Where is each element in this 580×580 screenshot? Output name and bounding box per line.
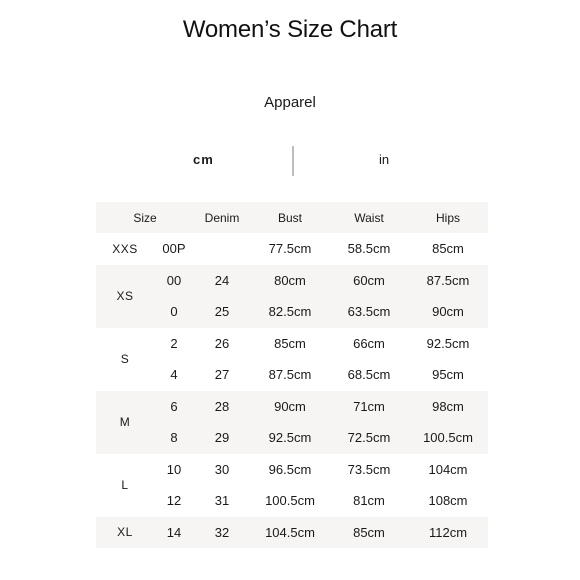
denim-size	[194, 233, 250, 265]
table-row	[96, 391, 488, 423]
table-row	[96, 359, 488, 391]
bust-value: 82.5cm	[268, 304, 312, 320]
waist-value: 73.5cm	[347, 461, 391, 477]
bust-value: 77.5cm	[268, 241, 312, 257]
bust-value: 96.5cm	[268, 461, 312, 477]
denim-size: 32	[214, 524, 230, 540]
denim-size: 26	[214, 335, 230, 351]
denim-size: 25	[214, 304, 230, 320]
bust-value: 85cm	[274, 335, 306, 351]
size-number: 0	[170, 304, 178, 320]
bust-value: 100.5cm	[265, 493, 315, 509]
size-letter: S	[120, 352, 130, 366]
header-waist: Waist	[354, 210, 384, 225]
unit-cm-option[interactable]: cm	[193, 152, 214, 167]
size-number: 00P	[162, 241, 186, 257]
denim-size: 31	[214, 493, 230, 509]
denim-size: 27	[214, 367, 230, 383]
size-letter: XL	[117, 525, 133, 540]
table-row	[96, 265, 488, 297]
waist-value: 71cm	[353, 398, 385, 414]
table-row	[96, 422, 488, 454]
table-row	[96, 517, 488, 549]
table-row	[96, 296, 488, 328]
size-number: 00	[166, 272, 182, 288]
header-size: Size	[133, 210, 157, 225]
header-denim: Denim	[204, 210, 240, 225]
hips-value: 90cm	[432, 304, 464, 320]
denim-size: 28	[214, 398, 230, 414]
unit-in-option[interactable]: in	[379, 152, 390, 167]
size-letter: XS	[116, 289, 134, 303]
bust-value: 90cm	[274, 398, 306, 414]
size-number: 12	[166, 493, 182, 509]
hips-value: 95cm	[432, 367, 464, 383]
denim-size: 29	[214, 430, 230, 446]
hips-value: 112cm	[428, 524, 468, 540]
hips-value: 104cm	[428, 461, 468, 477]
hips-value: 98cm	[432, 398, 464, 414]
size-number: 10	[166, 461, 182, 477]
waist-value: 63.5cm	[347, 304, 391, 320]
waist-value: 58.5cm	[347, 241, 391, 257]
unit-divider	[292, 146, 294, 176]
table-row	[96, 233, 488, 265]
size-number: 8	[170, 430, 178, 446]
waist-value: 60cm	[353, 272, 385, 288]
waist-value: 81cm	[353, 493, 385, 509]
size-letter: XXS	[112, 241, 138, 256]
table-row	[96, 328, 488, 360]
table-header-row	[96, 202, 488, 233]
hips-value: 85cm	[432, 241, 464, 257]
hips-value: 87.5cm	[426, 272, 470, 288]
table-row	[96, 454, 488, 486]
waist-value: 68.5cm	[347, 367, 391, 383]
bust-value: 87.5cm	[268, 367, 312, 383]
size-number: 6	[170, 398, 178, 414]
unit-toggle	[0, 144, 580, 180]
header-hips: Hips	[435, 210, 460, 225]
denim-size: 30	[214, 461, 230, 477]
size-number: 2	[170, 335, 178, 351]
bust-value: 92.5cm	[268, 430, 312, 446]
hips-value: 108cm	[428, 493, 468, 509]
bust-value: 80cm	[274, 272, 306, 288]
waist-value: 85cm	[353, 524, 385, 540]
size-number: 4	[170, 367, 178, 383]
hips-value: 100.5cm	[423, 430, 473, 446]
denim-size: 24	[214, 272, 230, 288]
page-title: Women’s Size Chart	[182, 16, 398, 43]
bust-value: 104.5cm	[265, 524, 315, 540]
size-letter: M	[119, 415, 131, 429]
waist-value: 66cm	[353, 335, 385, 351]
size-table	[96, 202, 488, 548]
waist-value: 72.5cm	[347, 430, 391, 446]
category-heading: Apparel	[264, 94, 316, 111]
hips-value: 92.5cm	[426, 335, 470, 351]
size-number: 14	[166, 524, 182, 540]
size-letter: L	[121, 478, 129, 492]
table-row	[96, 485, 488, 517]
header-bust: Bust	[277, 210, 302, 225]
